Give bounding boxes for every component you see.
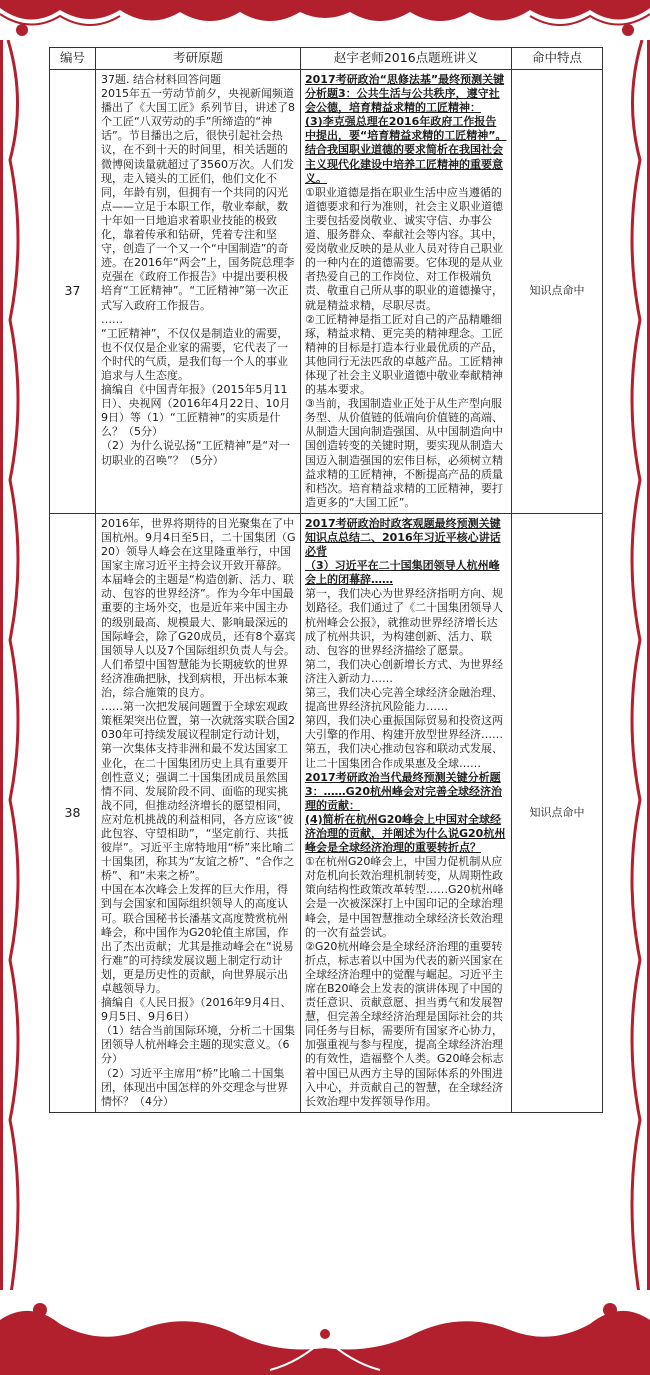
question-paragraph: （1）结合当前国际环境，分析二十国集团领导人杭州峰会主题的现实意义。（6分） <box>101 1024 295 1066</box>
lecture-heading: 2017考研政治当代最终预测关键分析题3：……G20杭州峰会对完善全球经济治理的贡献： <box>305 770 502 812</box>
right-ornamental-border <box>610 40 650 1300</box>
question-number: 37 <box>50 70 96 514</box>
exam-question-cell <box>96 513 301 1112</box>
left-ornamental-border <box>0 40 40 1300</box>
header-lecture-notes: 赵宇老师2016点题班讲义 <box>301 48 512 70</box>
question-paragraph: 摘编自《人民日报》（2016年9月4日、9月5日、9月6日） <box>101 996 292 1024</box>
lecture-heading: (4)简析在杭州G20峰会上中国对全球经济治理的贡献，并阐述为什么说G20杭州峰会是全球经济治理的重要转折点？ <box>305 812 506 855</box>
table-row <box>50 513 603 1112</box>
question-paragraph: （2）习近平主席用“桥”比喻二十国集团，体现出中国怎样的外交理念与世界情怀？（4分） <box>101 1066 288 1108</box>
lecture-paragraph: 第四，我们决心重振国际贸易和投资这两大引擎的作用、构建开放型世界经济…… <box>305 714 503 742</box>
hit-feature: 知识点命中 <box>512 70 603 514</box>
lecture-paragraph: ②G20杭州峰会是全球经济治理的重要转折点，标志着以中国为代表的新兴国家在全球经济治理中的觉醒与崛起。习近平主席在B20峰会上发表的演讲体现了中国的责任意识、贡献意愿、担当勇气和发展智慧，但完善全球经济治理是国际社会的共同任务与目标，需要所有国家齐心协力，加强重视与参与程度，提高全球经济治理的有效性，造福整个人类。G20峰会标志着中国已从西方主导的国际体系的外围进入中心，并贡献自己的智慧，在全球经济长效治理中发挥领导作用。 <box>305 939 504 1108</box>
lecture-paragraph: 第三，我们决心完善全球经济金融治理、提高世界经济抗风险能力…… <box>305 686 503 714</box>
lecture-heading: 2017考研政治时政客观题最终预测关键知识点总结二、2016年习近平核心讲话必背 <box>305 516 501 559</box>
question-paragraph: 中国在本次峰会上发挥的巨大作用，得到与会国家和国际组织领导人的高度认可。联合国秘书长潘基文高度赞赏杭州峰会，称中国作为G20轮值主席国，作出了杰出贡献；尤其是推动峰会在“说易行难”的可持续发展议题上制定行动计划，更是历史性的贡献，向世界展示出卓越领导力。 <box>101 883 294 995</box>
bottom-ornamental-border <box>0 1290 650 1375</box>
lecture-paragraph: 第五，我们决心推动包容和联动式发展、让二十国集团合作成果惠及全球…… <box>305 742 503 770</box>
question-paragraph: …… <box>101 312 123 326</box>
lecture-paragraph: ②工匠精神是指工匠对自己的产品精雕细琢，精益求精、更完美的精神理念。工匠精神的目标是打造本行业最优质的产品，其他同行无法匹敌的卓越产品。工匠精神体现了社会主义职业道德中敬业奉献精神的基本要求。 <box>305 312 503 397</box>
lecture-paragraph: ③当前，我国制造业正处于从生产型向服务型、从价值链的低端向价值链的高端、从制造大国向制造强国、从中国制造向中国创造转变的关键时期，要实现从制造大国迈入制造强国的宏伟目标，必须树立精益求精的工匠精神，不断提高产品的质量和档次。培育精益求精的工匠精神，要打造更多的“大国工匠”。 <box>305 397 503 509</box>
question-number: 38 <box>50 513 96 1112</box>
table-header-row <box>50 48 603 70</box>
lecture-paragraph: 第二，我们决心创新增长方式、为世界经济注入新动力…… <box>305 657 503 685</box>
top-ornamental-border <box>0 0 650 46</box>
lecture-heading: (3)李克强总理在2016年政府工作报告中提出，要“培育精益求精的工匠精神”。结合我国职业道德的要求简析在我国社会主义现代化建设中培养工匠精神的重要意义。 <box>305 115 507 185</box>
comparison-table <box>49 47 603 1113</box>
lecture-heading: 2017考研政治“思修法基”最终预测关键分析题3：公共生活与公共秩序，遵守社会公德，培育精益求精的工匠精神： <box>305 73 505 115</box>
lecture-notes-cell <box>301 70 512 514</box>
question-paragraph: 2016年，世界将期待的目光聚集在了中国杭州。9月4日至5日，二十国集团（G20）领导人峰会在这里隆重举行，中国国家主席习近平主持会议开致开幕辞。本届峰会的主题是“构造创新、活力、联动、包容的世界经济”。作为今年中国最重要的主场外交，也是近年来中国主办的级别最高、规模最大、影响最深远的国际峰会，除了G20成员，还有8个嘉宾国领导人以及7个国际组织负责人与会。人们希望中国智慧能为长期疲软的世界经济准确把脉，找到病根，开出标本兼治，综合施策的良方。 <box>101 516 296 700</box>
lecture-paragraph: ①在杭州G20峰会上，中国力促机制从应对危机向长效治理机制转变，从周期性政策向结构性政策改革转型……G20杭州峰会是一次被深深打上中国印记的全球治理峰会，是中国智慧推动全球经济长效治理的一次有益尝试。 <box>305 855 504 939</box>
lecture-heading: （3）习近平在二十国集团领导人杭州峰会上的闭幕辞…… <box>305 559 500 587</box>
question-paragraph: 37题. 结合材料回答问题 <box>101 73 221 86</box>
lecture-paragraph: 第一，我们决心为世界经济指明方向、规划路径。我们通过了《二十国集团领导人杭州峰会公报》，就推动世界经济增长达成了杭州共识，为构建创新、活力、联动、包容的世界经济描绘了愿景。 <box>305 587 503 657</box>
lecture-notes-cell <box>301 513 512 1112</box>
question-paragraph: （2）为什么说弘扬“工匠精神”是“对一切职业的召唤”？（5分） <box>101 439 291 467</box>
question-paragraph: ……第一次把发展问题置于全球宏观政策框架突出位置，第一次就落实联合国2030年可持续发展议程制定行动计划，第一次集体支持非洲和最不发达国家工业化，在二十国集团历史上具有重要开创性意义；强调二十国集团成员虽然国情不同、发展阶段不同、面临的现实挑战不同，但推动经济增长的愿望相同，应对危机挑战的利益相同，各方应该“彼此包容、守望相助”，“坚定前行、共抵彼岸”。习近平主席特地用“桥”来比喻二十国集团，称其为“友谊之桥”、“合作之桥”、和“未来之桥”。 <box>101 700 295 883</box>
question-paragraph: 摘编自《中国青年报》（2015年5月11日）、央视网（2016年4月22日、10月9日）等（1）“工匠精神”的实质是什么？（5分） <box>101 383 291 439</box>
hit-feature: 知识点命中 <box>512 513 603 1112</box>
exam-question-cell <box>96 70 301 514</box>
question-paragraph: “工匠精神”，不仅仅是制造业的需要，也不仅仅是企业家的需要，它代表了一个时代的气质，是我们每一个人的事业追求与人生态度。 <box>101 326 289 382</box>
header-exam-question: 考研原题 <box>96 48 301 70</box>
question-paragraph: 2015年五一劳动节前夕，央视新闻频道播出了《大国工匠》系列节目，讲述了8个工匠“八双劳动的手”所缔造的“神话”。节目播出之后，很快引起社会热议，在不到十天的时间里，相关话题的微博阅读量就超过了3560万次。人们发现，走入镜头的工匠们，他们文化不同，年龄有别，但拥有一个共同的闪光点——立足于本职工作，敬业奉献，数十年如一日地追求着职业技能的极致化，靠着传承和钻研，凭着专注和坚守，创造了一个又一个“中国制造”的奇迹。在2016年“两会”上，国务院总理李克强在《政府工作报告》中提出要积极培育“工匠精神”。“工匠精神”第一次正式写入政府工作报告。 <box>101 87 295 312</box>
table-row <box>50 70 603 514</box>
header-hit-feature: 命中特点 <box>512 48 603 70</box>
lecture-paragraph: ①职业道德是指在职业生活中应当遵循的道德要求和行为准则，社会主义职业道德主要包括爱岗敬业、诚实守信、办事公道、服务群众、奉献社会等内容。其中，爱岗敬业反映的是从业人员对待自己职业的一种内在的道德需要。它体现的是从业者热爱自己的工作岗位、对工作极端负责、敬重自己所从事的职业的道德操守，就是精益求精，尽职尽责。 <box>305 185 503 312</box>
header-number: 编号 <box>50 48 96 70</box>
